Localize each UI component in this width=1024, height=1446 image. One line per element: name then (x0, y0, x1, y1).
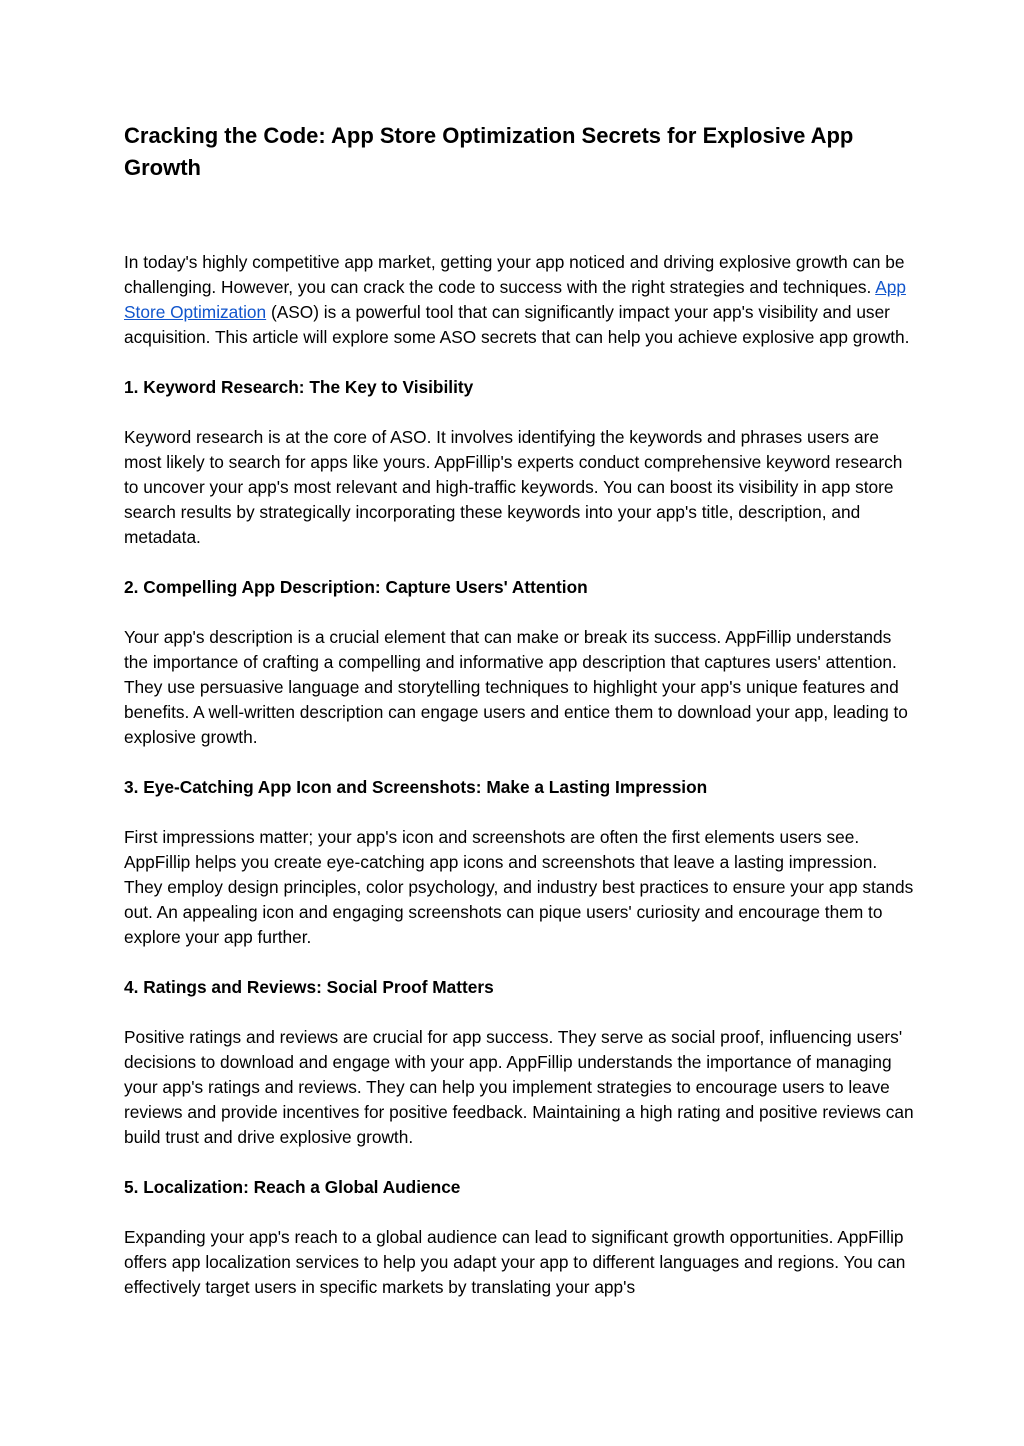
section-body-icon-screenshots: First impressions matter; your app's icon and screenshots are often the first elements users see. AppFillip helps you create eye-catching app icons and screenshots that leave a lasting impression. They employ design principles, color psychology, and industry best practices to ensure your app stands out. An appealing icon and engaging screenshots can pique users' curiosity and encourage them to explore your app further. (124, 827, 914, 947)
document-title: Cracking the Code: App Store Optimization Secrets for Explosive App Growth (124, 123, 854, 180)
section-body-ratings-reviews: Positive ratings and reviews are crucial for app success. They serve as social proof, influencing users' decisions to download and engage with your app. AppFillip understands the importance of managing your app's ratings and reviews. They can help you implement strategies to encourage users to leave reviews and provide incentives for positive feedback. Maintaining a high rating and positive reviews can build trust and drive explosive growth. (124, 1027, 914, 1147)
section-heading-ratings-reviews: 4. Ratings and Reviews: Social Proof Matters (124, 977, 494, 997)
section-heading-keyword-research: 1. Keyword Research: The Key to Visibility (124, 377, 474, 397)
intro-text-before-link: In today's highly competitive app market, getting your app noticed and driving explosive growth can be challenging. However, you can crack the code to success with the right strategies and techniques. (124, 252, 905, 297)
section-heading-app-description: 2. Compelling App Description: Capture Users' Attention (124, 577, 588, 597)
aso-link[interactable]: App Store Optimization (124, 277, 906, 322)
intro-text-after-link: (ASO) is a powerful tool that can significantly impact your app's visibility and user acquisition. This article will explore some ASO secrets that can help you achieve explosive app growth. (124, 302, 910, 347)
section-heading-localization: 5. Localization: Reach a Global Audience (124, 1177, 461, 1197)
intro-paragraph (124, 250, 914, 350)
section-heading-icon-screenshots: 3. Eye-Catching App Icon and Screenshots: Make a Lasting Impression (124, 777, 708, 797)
document-page (124, 120, 914, 1325)
section-body-localization: Expanding your app's reach to a global audience can lead to significant growth opportunities. AppFillip offers app localization services to help you adapt your app to different languages and regions. You can effectively target users in specific markets by translating your app's (124, 1227, 906, 1297)
section-body-keyword-research: Keyword research is at the core of ASO. It involves identifying the keywords and phrases users are most likely to search for apps like yours. AppFillip's experts conduct comprehensive keyword research to uncover your app's most relevant and high-traffic keywords. You can boost its visibility in app store search results by strategically incorporating these keywords into your app's title, description, and metadata. (124, 427, 903, 547)
section-body-app-description: Your app's description is a crucial element that can make or break its success. AppFillip understands the importance of crafting a compelling and informative app description that captures users' attention. They use persuasive language and storytelling techniques to highlight your app's unique features and benefits. A well-written description can engage users and entice them to download your app, leading to explosive growth. (124, 627, 908, 747)
